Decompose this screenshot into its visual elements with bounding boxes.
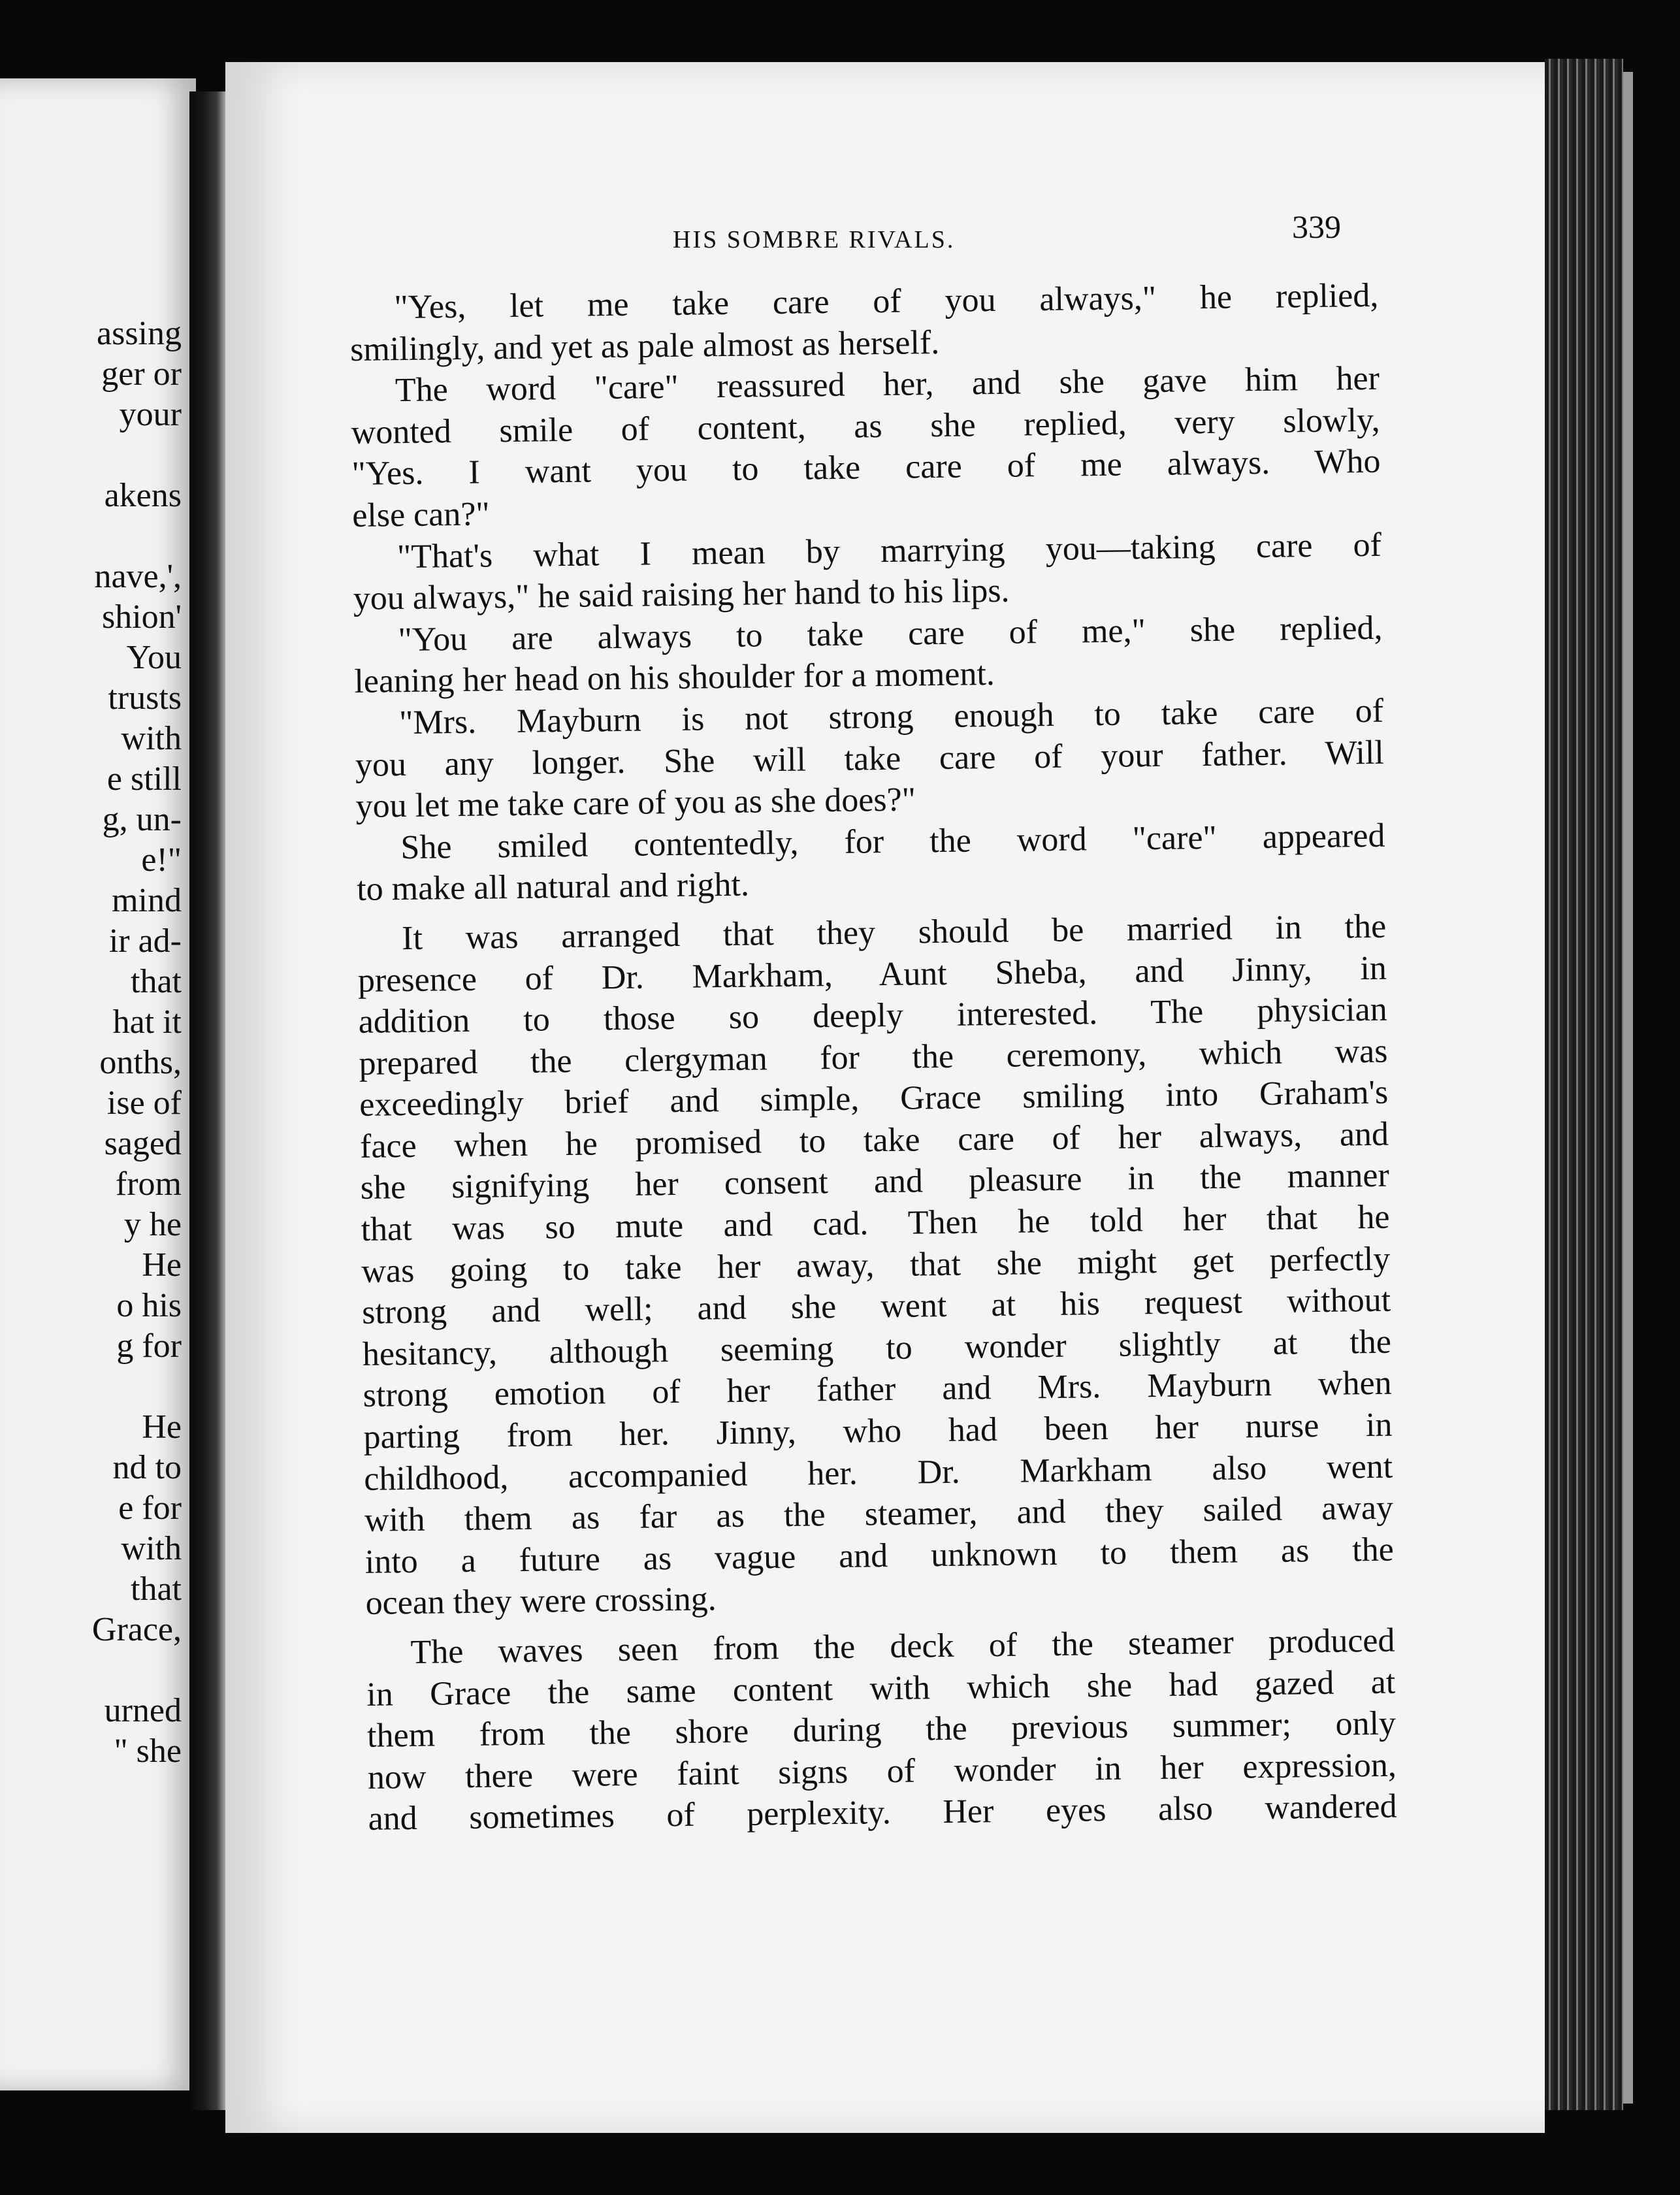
left-page-line: nd to xyxy=(112,1449,182,1486)
text-line: now there were faint signs of wonder in her expression, xyxy=(367,1746,1397,1797)
text-line: presence of Dr. Markham, Aunt Sheba, and Jinny, in xyxy=(357,949,1387,1000)
text-line: The word "care" reassured her, and she gave him her xyxy=(395,359,1380,410)
left-page-line: ger or xyxy=(101,355,182,393)
text-line: into a future as vague and unknown to them as the xyxy=(364,1531,1395,1581)
left-page-line: ir ad- xyxy=(108,922,182,960)
left-page-text xyxy=(0,314,182,1772)
text-line: "Yes. I want you to take care of me always. Who xyxy=(351,443,1381,493)
left-page-line: hat it xyxy=(112,1003,182,1041)
text-line: she signifying her consent and pleasure in the manner xyxy=(360,1157,1390,1207)
left-page-line: y he xyxy=(123,1206,182,1243)
left-page-line xyxy=(0,1367,182,1407)
left-page-line: assing xyxy=(97,315,182,352)
left-page-line: g, un- xyxy=(102,801,182,838)
left-page-line: with xyxy=(121,720,182,757)
left-facing-page xyxy=(0,78,196,2090)
text-line: parting from her. Jinny, who had been her nurse in xyxy=(363,1406,1393,1456)
text-line: "You are always to take care of me," she replied, xyxy=(398,609,1383,658)
text-line: childhood, accompanied her. Dr. Markham also went xyxy=(363,1448,1393,1498)
text-line: "That's what I mean by marrying you—taking care of xyxy=(396,526,1382,576)
left-page-line: nave,', xyxy=(94,558,182,595)
left-page-line: He xyxy=(142,1246,182,1284)
text-line: addition to those so deeply interested. The physician xyxy=(358,990,1387,1041)
left-page-line: o his xyxy=(116,1287,182,1324)
text-line: wonted smile of content, as she replied, very slowly, xyxy=(351,401,1380,451)
text-line: strong emotion of her father and Mrs. Mayburn when xyxy=(363,1365,1392,1415)
left-page-line: e for xyxy=(118,1489,182,1527)
left-page-line: ise of xyxy=(106,1084,182,1122)
text-line: them from the shore during the previous summer; only xyxy=(366,1704,1397,1755)
left-page-line: your xyxy=(119,396,182,433)
left-page-line: e still xyxy=(106,760,182,798)
text-line: smilingly, and yet as pale almost as herself. xyxy=(349,323,940,368)
left-page-line: e!" xyxy=(141,841,182,879)
text-line: you always," he said raising her hand to his lips. xyxy=(353,572,1010,618)
text-line: prepared the clergyman for the ceremony, which was xyxy=(359,1032,1388,1082)
text-line: to make all natural and right. xyxy=(356,866,750,909)
text-line: face when he promised to take care of her always, and xyxy=(359,1115,1389,1165)
text-line: with them as far as the steamer, and they sailed away xyxy=(364,1489,1394,1540)
left-page-line: with xyxy=(121,1530,182,1567)
left-page-line xyxy=(0,435,182,476)
left-page-line: You xyxy=(126,639,182,676)
text-line: in Grace the same content with which she had gazed at xyxy=(366,1663,1396,1714)
text-line: was going to take her away, that she might get perfectly xyxy=(361,1240,1391,1290)
left-page-line: that xyxy=(131,1570,182,1608)
text-line: She smiled contentedly, for the word "care" appeared xyxy=(400,817,1385,866)
left-page-line: g for xyxy=(116,1327,182,1365)
text-line: exceedingly brief and simple, Grace smiling into Graham's xyxy=(359,1073,1389,1124)
left-page-line: trusts xyxy=(108,679,182,717)
book-gutter xyxy=(189,91,229,2110)
left-page-line: " she xyxy=(114,1732,182,1770)
running-head: HIS SOMBRE RIVALS. xyxy=(673,226,956,253)
page-edges xyxy=(1545,59,1623,2110)
left-page-line: urned xyxy=(104,1692,182,1729)
left-page-line: that xyxy=(131,963,182,1000)
text-line: and sometimes of perplexity. Her eyes also wandered xyxy=(368,1787,1397,1838)
left-page-line: akens xyxy=(104,477,182,514)
left-page-line xyxy=(0,1650,182,1691)
text-line: else can?" xyxy=(351,495,490,534)
text-line: hesitancy, although seeming to wonder slightly at the xyxy=(362,1323,1392,1373)
page-number: 339 xyxy=(1292,208,1341,245)
text-line: leaning her head on his shoulder for a moment. xyxy=(354,655,995,701)
text-line: you any longer. She will take care of your father. Will xyxy=(355,734,1385,784)
left-page-line: He xyxy=(142,1408,182,1446)
left-page-line: mind xyxy=(112,882,182,919)
text-line: strong and well; and she went at his request without xyxy=(361,1281,1391,1332)
left-page-line xyxy=(0,516,182,557)
left-page-line: Grace, xyxy=(91,1611,182,1648)
text-line: you let me take care of you as she does?" xyxy=(355,781,916,826)
text-line: ocean they were crossing. xyxy=(365,1580,717,1623)
text-line: that was so mute and cad. Then he told her that he xyxy=(361,1198,1390,1248)
text-line: The waves seen from the deck of the steamer produced xyxy=(410,1621,1395,1672)
body-text xyxy=(349,275,1397,1840)
text-line: "Mrs. Mayburn is not strong enough to take care of xyxy=(398,692,1384,742)
text-line: It was arranged that they should be married in the xyxy=(401,907,1387,957)
text-line: "Yes, let me take care of you always," he replied, xyxy=(394,276,1379,327)
left-page-line: shion' xyxy=(101,598,182,636)
left-page-line: saged xyxy=(104,1125,182,1162)
left-page-line: onths, xyxy=(99,1044,182,1081)
left-page-line: from xyxy=(115,1165,182,1203)
